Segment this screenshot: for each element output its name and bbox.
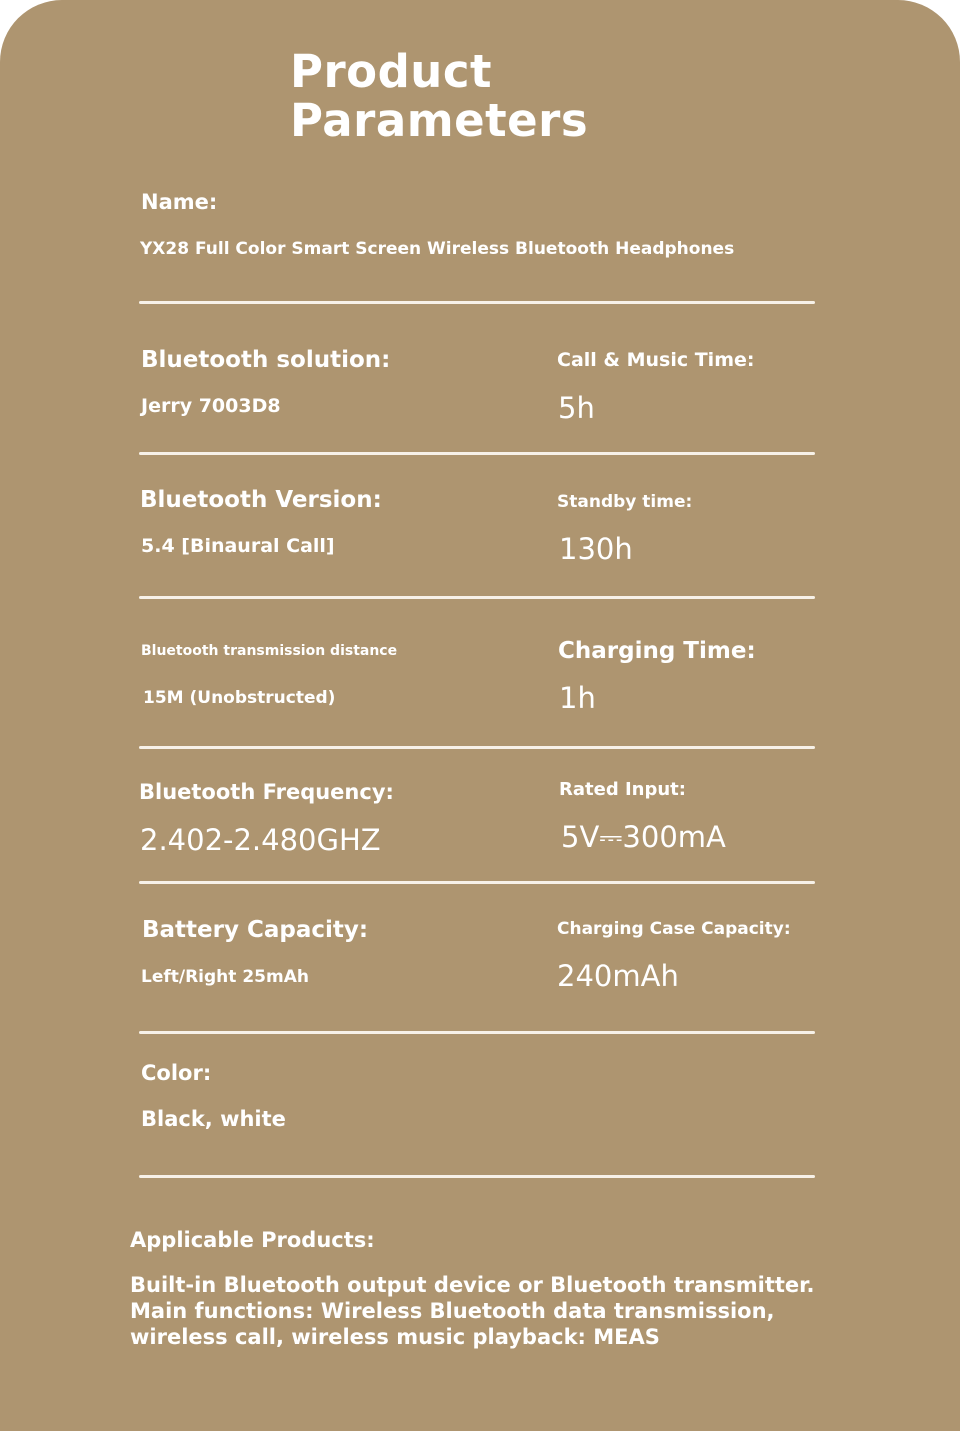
divider: [139, 881, 815, 884]
divider: [139, 452, 815, 455]
transmission-distance-label: Bluetooth transmission distance: [141, 643, 398, 659]
divider: [139, 1031, 815, 1034]
rated-input-value: 5V⎓300mA: [561, 820, 726, 854]
battery-capacity-label: Battery Capacity:: [142, 917, 369, 943]
call-music-time-value: 5h: [558, 391, 595, 425]
applicable-products-line: wireless call, wireless music playback: MEAS: [130, 1325, 660, 1349]
battery-capacity-value: Left/Right 25mAh: [141, 967, 309, 987]
color-value: Black, white: [141, 1107, 286, 1131]
divider: [139, 746, 815, 749]
bluetooth-solution-value: Jerry 7003D8: [141, 395, 281, 417]
divider: [139, 301, 815, 304]
rated-input-label: Rated Input:: [559, 779, 686, 800]
charging-case-capacity-label: Charging Case Capacity:: [557, 919, 791, 939]
charging-time-value: 1h: [559, 681, 596, 715]
standby-time-value: 130h: [559, 532, 633, 566]
divider: [139, 1175, 815, 1178]
name-label: Name:: [141, 190, 218, 214]
charging-time-label: Charging Time:: [558, 638, 756, 664]
bluetooth-solution-label: Bluetooth solution:: [141, 347, 391, 373]
bluetooth-version-label: Bluetooth Version:: [140, 487, 382, 513]
applicable-products-description: [130, 1272, 830, 1350]
applicable-products-line: Built-in Bluetooth output device or Bluetooth transmitter.: [130, 1273, 815, 1297]
applicable-products-line: Main functions: Wireless Bluetooth data transmission,: [130, 1299, 775, 1323]
bluetooth-frequency-value: 2.402-2.480GHZ: [140, 823, 381, 857]
color-label: Color:: [141, 1061, 212, 1085]
call-music-time-label: Call & Music Time:: [557, 349, 755, 371]
page-title-line-2: Parameters: [290, 94, 589, 147]
bluetooth-frequency-label: Bluetooth Frequency:: [139, 780, 394, 804]
bluetooth-version-value: 5.4 [Binaural Call]: [141, 535, 335, 557]
transmission-distance-value: 15M (Unobstructed): [143, 688, 336, 708]
applicable-products-label: Applicable Products:: [130, 1228, 375, 1252]
page-title: [290, 47, 588, 145]
page-title-line-1: Product: [290, 45, 493, 98]
standby-time-label: Standby time:: [557, 492, 693, 512]
name-value: YX28 Full Color Smart Screen Wireless Bluetooth Headphones: [140, 239, 735, 259]
charging-case-capacity-value: 240mAh: [557, 959, 679, 993]
divider: [139, 596, 815, 599]
